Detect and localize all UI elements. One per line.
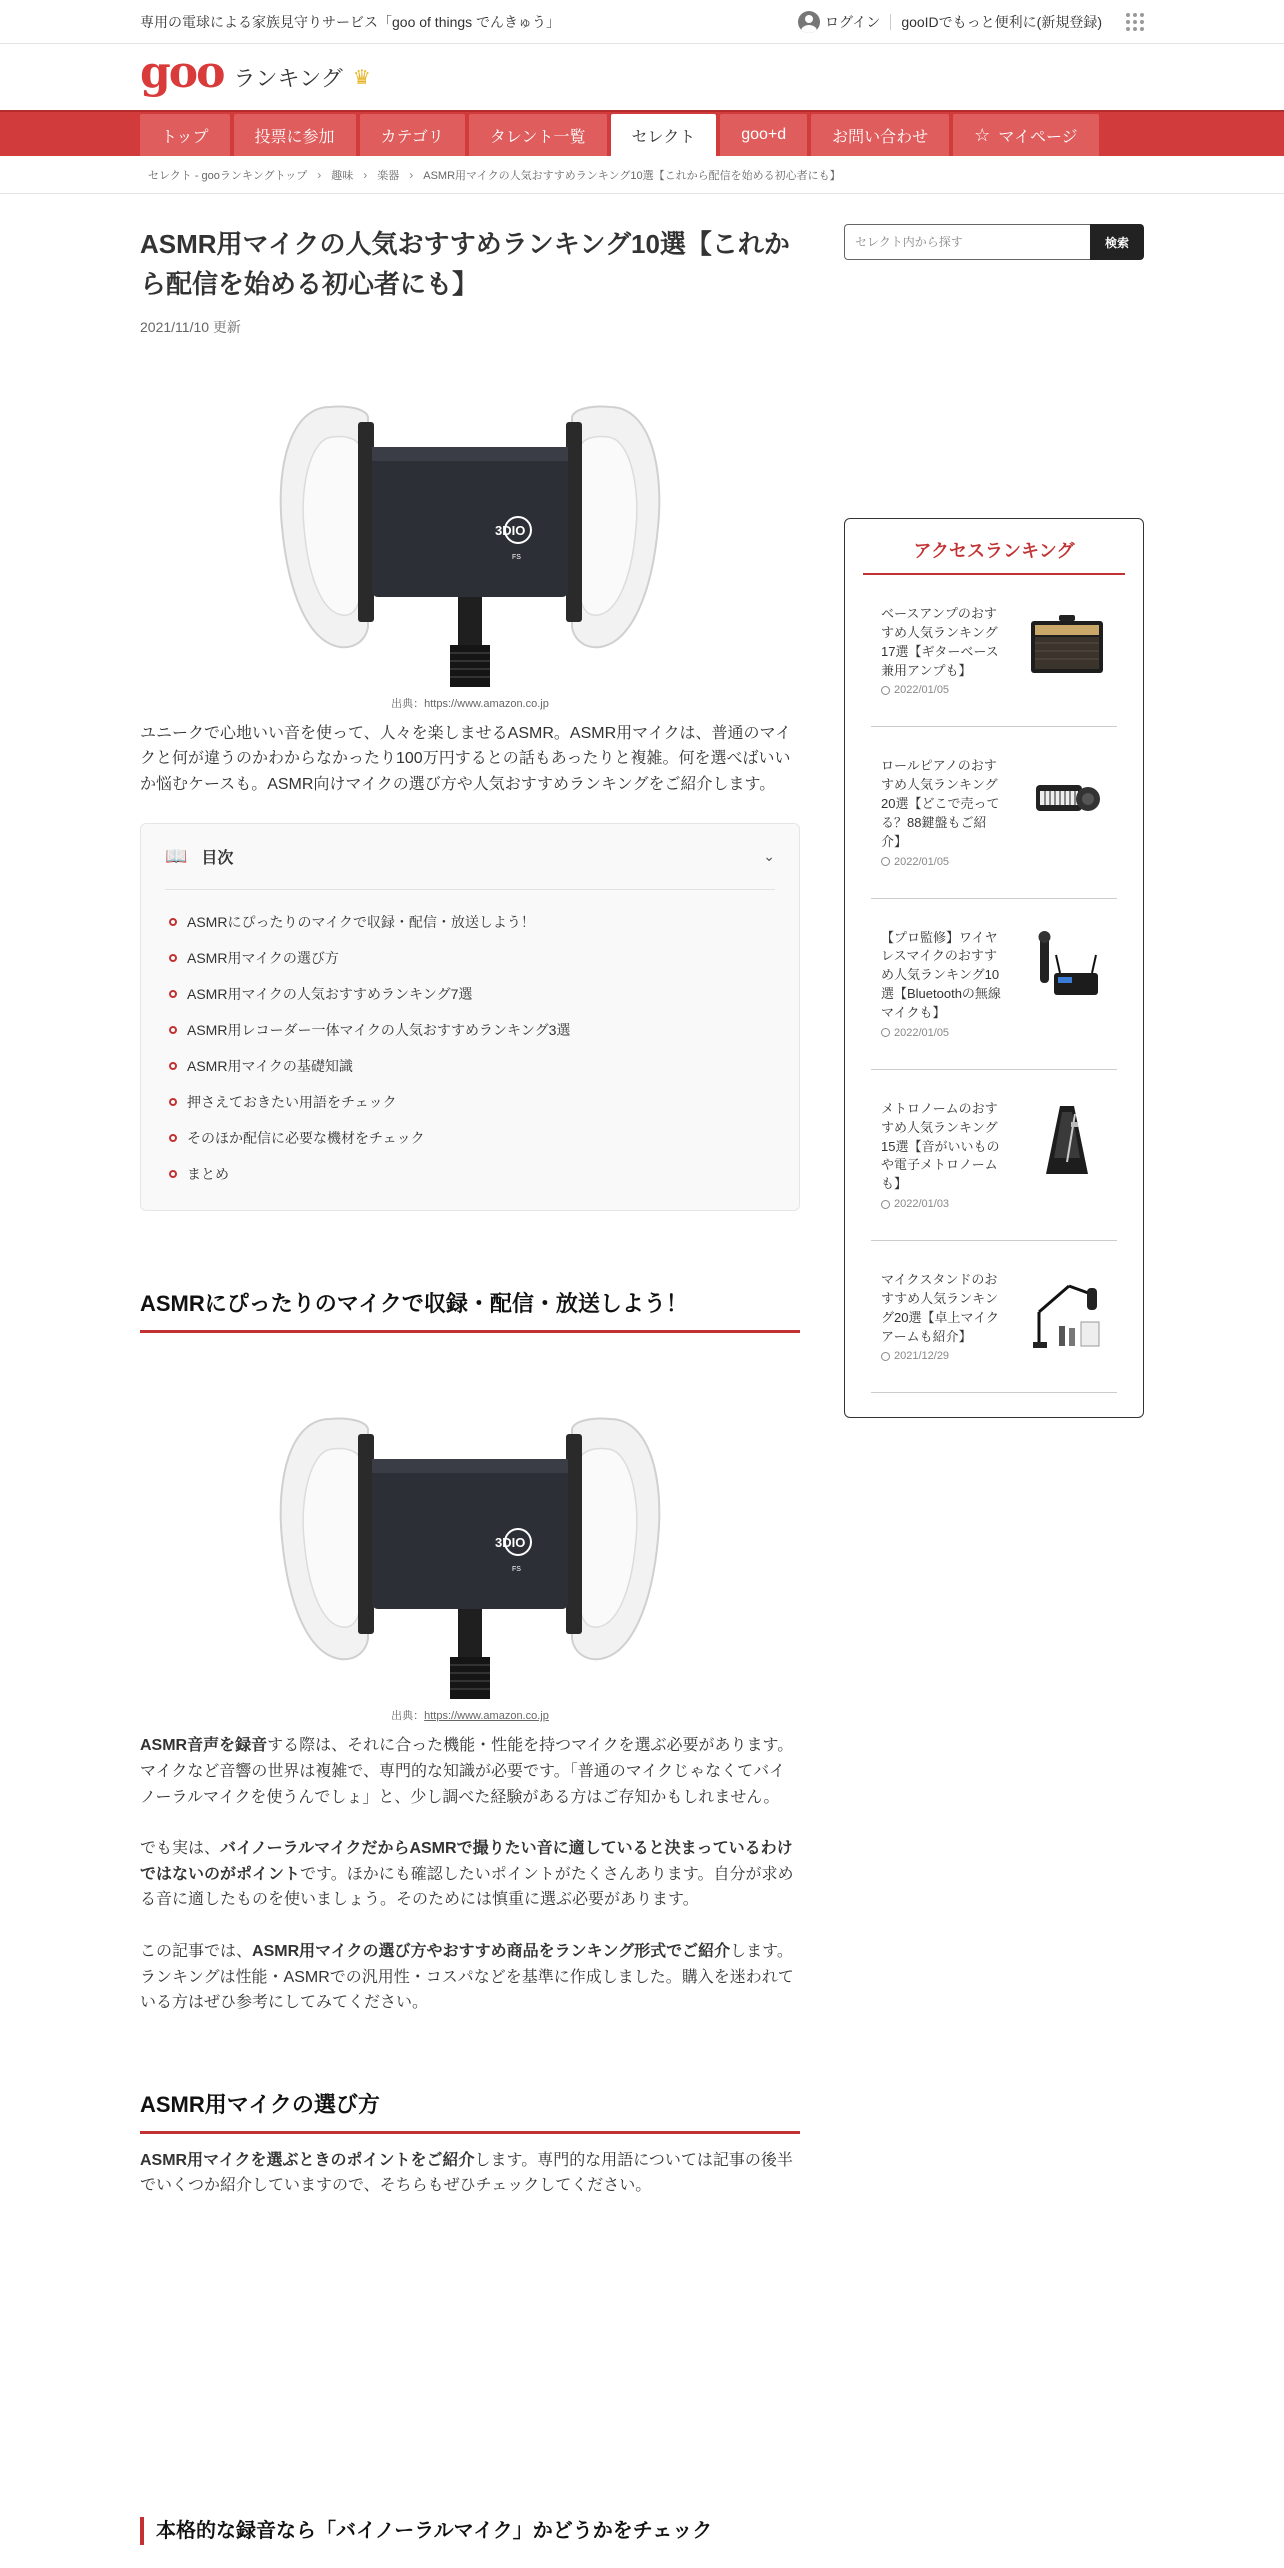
book-icon: 📖 <box>165 846 188 867</box>
search-box <box>844 224 1144 260</box>
product-figure <box>140 1389 800 1723</box>
bullet-icon <box>169 1170 177 1178</box>
logo-bar <box>0 44 1284 110</box>
clock-icon <box>881 686 890 695</box>
ranking-item[interactable]: 【プロ監修】ワイヤレスマイクのおすすめ人気ランキング10選【Bluetoothの無線マイクも】 2022/01/05 <box>871 899 1117 1070</box>
mic-brand-text: 3DIO <box>495 1535 526 1551</box>
toc-item[interactable]: まとめ <box>169 1156 775 1192</box>
utility-bar <box>0 0 1284 44</box>
nav-vote[interactable]: 投票に参加 <box>234 114 356 156</box>
site-subtitle: ランキング <box>233 65 343 91</box>
chevron-right-icon: › <box>317 168 322 182</box>
bullet-icon <box>169 1098 177 1106</box>
nav-top[interactable]: トップ <box>140 114 230 156</box>
breadcrumb-item[interactable]: 趣味 <box>331 170 354 182</box>
login-label: ログイン <box>825 14 881 30</box>
goo-logo[interactable]: goo <box>140 47 224 98</box>
crown-icon: ♛ <box>352 66 371 89</box>
ranking-item[interactable]: ロールピアノのおすすめ人気ランキング20選【どこで売ってる？88鍵盤もご紹介】 2022/01/05 <box>871 727 1117 898</box>
metronome-icon <box>1027 1100 1107 1180</box>
chevron-right-icon: › <box>409 168 414 182</box>
bullet-icon <box>169 918 177 926</box>
breadcrumb-item[interactable]: セレクト - gooランキングトップ <box>148 170 308 182</box>
clock-icon <box>881 1200 890 1209</box>
nav-mypage-label: マイページ <box>998 128 1078 146</box>
user-icon <box>798 11 820 33</box>
binaural-mic-image <box>270 1389 670 1699</box>
intro-paragraph: ユニークで心地いい音を使って、人々を楽しませるASMR。ASMR用マイクは、普通のマイクと何が違うのかわからなかったり100万円するとの話もあったりと複雑。何を選べばいいか悩むケースも。ASMR向けマイクの選び方や人気おすすめランキングをご紹介します。 <box>140 724 792 793</box>
star-icon: ☆ <box>974 124 991 145</box>
mic-model-text: FS <box>512 553 521 561</box>
subsection-heading: 本格的な録音なら「バイノーラルマイク」かどうかをチェック <box>140 2517 800 2545</box>
service-link[interactable]: 専用の電球による家族見守りサービス「goo of things でんきゅう」 <box>140 14 561 30</box>
ranking-item[interactable]: ベースアンプのおすすめ人気ランキング17選【ギターベース兼用アンプも】 2022/01/05 <box>871 575 1117 727</box>
section-heading: ASMR用マイクの選び方 <box>140 2088 800 2134</box>
register-link[interactable]: gooIDでもっと便利に(新規登録) <box>901 14 1102 30</box>
clock-icon <box>881 857 890 866</box>
chevron-down-icon[interactable]: ⌄ <box>763 848 775 865</box>
section-heading: ASMRにぴったりのマイクで収録・配信・放送しよう！ <box>140 1287 800 1333</box>
source-link[interactable]: https://www.amazon.co.jp <box>424 1710 549 1723</box>
nav-good[interactable]: goo+d <box>720 114 807 156</box>
article-date: 2021/11/10 更新 <box>140 318 241 335</box>
toc-item[interactable]: ASMR用マイクの選び方 <box>169 940 775 976</box>
body-paragraph: ASMR音声を録音する際は、それに合った機能・性能を持つマイクを選ぶ必要があります。マイクなど音響の世界は複雑で、専門的な知識が必要です。「普通のマイクじゃなくてバイノーラルマイクを使うんでしょ」と、少し調べた経験がある方はご存知かもしれません。 <box>140 1737 794 1806</box>
body-paragraph: でも実は、バイノーラルマイクだからASMRで撮りたい音に適していると決まっているわけではないのがポイントです。ほかにも確認したいポイントがたくさんあります。自分が求める音に適したものを使いましょう。そのためには慎重に選ぶ必要があります。 <box>140 1840 794 1909</box>
toc-header[interactable] <box>165 824 775 890</box>
image-caption: 出典：https://www.amazon.co.jp <box>391 697 549 710</box>
wireless-mic-icon <box>1027 929 1107 1009</box>
access-ranking <box>844 518 1144 1418</box>
toc-item[interactable]: ASMR用レコーダー一体マイクの人気おすすめランキング3選 <box>169 1012 775 1048</box>
breadcrumb-current: ASMR用マイクの人気おすすめランキング10選【これから配信を始める初心者にも】 <box>423 170 841 182</box>
bullet-icon <box>169 1134 177 1142</box>
table-of-contents <box>140 823 800 1211</box>
mic-stand-icon <box>1027 1271 1107 1351</box>
mic-brand-text: 3DIO <box>495 522 526 538</box>
clock-icon <box>881 1352 890 1361</box>
toc-item[interactable]: そのほか配信に必要な機材をチェック <box>169 1120 775 1156</box>
ranking-item[interactable]: マイクスタンドのおすすめ人気ランキング20選【卓上マイクアームも紹介】 2021/12/29 <box>871 1241 1117 1393</box>
toc-title: 目次 <box>201 850 234 868</box>
roll-piano-icon <box>1027 757 1107 837</box>
bullet-icon <box>169 1026 177 1034</box>
nav-category[interactable]: カテゴリ <box>360 114 465 156</box>
toc-item[interactable]: ASMR用マイクの基礎知識 <box>169 1048 775 1084</box>
search-button[interactable]: 検索 <box>1090 224 1144 260</box>
binaural-mic-image <box>270 377 670 687</box>
bullet-icon <box>169 990 177 998</box>
bullet-icon <box>169 954 177 962</box>
body-paragraph: ASMR用マイクを選ぶときのポイントをご紹介します。専門的な用語については記事の後半でいくつか紹介していますので、そちらもぜひチェックしてください。 <box>140 2151 793 2195</box>
clock-icon <box>881 1028 890 1037</box>
bullet-icon <box>169 1062 177 1070</box>
body-paragraph: この記事では、ASMR用マイクの選び方やおすすめ商品をランキング形式でご紹介します。ランキングは性能・ASMRでの汎用性・コスパなどを基準に作成しました。購入を迷われている方はぜひ参考にしてみてください。 <box>140 1942 794 2012</box>
apps-grid-icon[interactable] <box>1126 13 1144 31</box>
toc-item[interactable]: 押さえておきたい用語をチェック <box>169 1084 775 1120</box>
sidebar <box>844 224 1144 2545</box>
ranking-item[interactable]: メトロノームのおすすめ人気ランキング15選【音がいいものや電子メトロノームも】 2022/01/03 <box>871 1070 1117 1241</box>
page-title: ASMR用マイクの人気おすすめランキング10選【これから配信を始める初心者にも】 <box>140 229 790 300</box>
toc-item[interactable]: ASMRにぴったりのマイクで収録・配信・放送しよう！ <box>169 904 775 940</box>
nav-talent[interactable]: タレント一覧 <box>469 114 607 156</box>
nav-mypage[interactable] <box>953 114 1099 156</box>
chevron-right-icon: › <box>363 168 368 182</box>
image-caption: 出典：https://www.amazon.co.jp <box>391 1710 549 1723</box>
nav-contact[interactable]: お問い合わせ <box>811 114 949 156</box>
ranking-title: アクセスランキング <box>863 537 1125 575</box>
nav-select[interactable]: セレクト <box>611 114 717 156</box>
toc-item[interactable]: ASMR用マイクの人気おすすめランキング7選 <box>169 976 775 1012</box>
breadcrumb <box>0 156 1284 194</box>
main-nav <box>0 110 1284 156</box>
amp-icon <box>1027 605 1107 685</box>
breadcrumb-item[interactable]: 楽器 <box>377 170 400 182</box>
search-input[interactable] <box>844 224 1090 260</box>
product-figure <box>140 377 800 711</box>
login-link[interactable] <box>798 11 880 33</box>
divider <box>890 14 891 30</box>
mic-model-text: FS <box>512 1566 521 1574</box>
article-main <box>140 224 800 2545</box>
